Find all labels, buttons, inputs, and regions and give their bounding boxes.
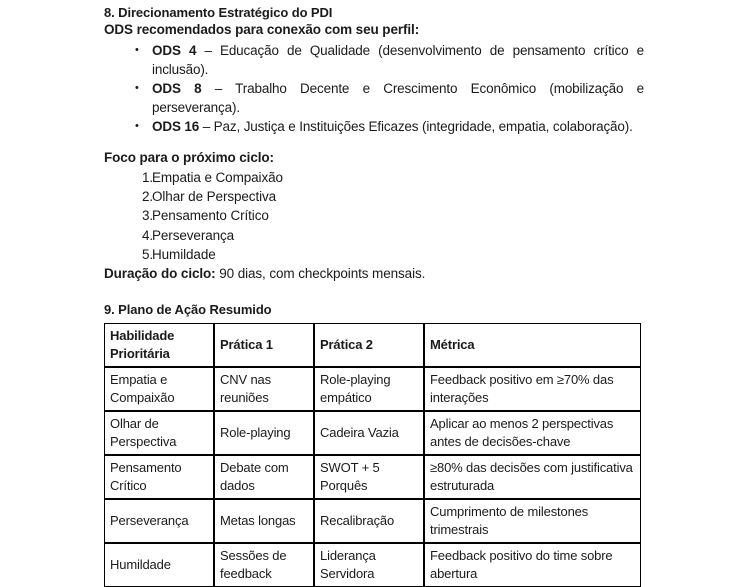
cell-metrica: Feedback positivo do time sobre abertura [424,543,641,587]
cell-metrica: Aplicar ao menos 2 perspectivas antes de decisões-chave [424,411,641,455]
cell-metrica: Cumprimento de milestones trimestrais [424,499,641,543]
table-row [104,455,641,499]
column-header-pratica-2: Prática 2 [314,323,424,367]
section-8-subheading: ODS recomendados para conexão com seu perfil: [104,22,420,37]
cell-habilidade: Pensamento Crítico [104,455,214,499]
bullet-icon: • [135,82,139,94]
table-row [104,499,641,543]
list-item [104,79,644,117]
section-8-heading: 8. Direcionamento Estratégico do PDI [104,5,333,20]
list-item [104,245,644,264]
table-row [104,367,641,411]
cell-pratica-2: Cadeira Vazia [314,411,424,455]
list-item [104,226,644,245]
cell-pratica-2: Recalibração [314,499,424,543]
cell-pratica-2: Role-playing empático [314,367,424,411]
list-item-label: Olhar de Perspectiva [152,189,277,205]
bullet-icon: • [135,120,139,132]
cycle-duration [104,264,644,283]
cycle-duration-value: 90 dias, com checkpoints mensais. [215,266,426,282]
cell-pratica-1: Role-playing [214,411,314,455]
table-row [104,543,641,587]
list-item [104,41,644,79]
list-number: 3. [141,208,153,224]
cell-pratica-1: Debate com dados [214,455,314,499]
list-number: 4. [141,227,153,243]
focus-title: Foco para o próximo ciclo: [104,150,274,165]
ods-text: – Paz, Justiça e Instituições Eficazes (integridade, empatia, colaboração). [199,119,633,134]
action-plan-table [104,323,641,587]
document-page [104,4,644,587]
list-item-label: Humildade [152,246,216,262]
column-header-habilidade: Habilidade Prioritária [104,323,214,367]
cell-habilidade: Empatia e Compaixão [104,367,214,411]
cycle-duration-label: Duração do ciclo: [104,266,216,282]
table-header-row [104,323,641,367]
ods-label: ODS 4 [152,43,197,58]
list-item-label: Pensamento Crítico [152,208,269,224]
list-number: 1. [141,170,153,185]
column-header-pratica-1: Prática 1 [214,323,314,367]
list-item-label: Perseverança [152,227,235,243]
section-9-heading: 9. Plano de Ação Resumido [104,302,272,318]
table-row [104,411,641,455]
list-number: 5. [141,246,153,262]
cell-pratica-1: Sessões de feedback [214,543,314,587]
cell-pratica-2: Liderança Servidora [314,543,424,587]
cell-metrica: ≥80% das decisões com justificativa estruturada [424,455,641,499]
list-item [104,168,644,187]
column-header-metrica: Métrica [424,323,641,367]
cell-pratica-1: Metas longas [214,499,314,543]
list-item [104,206,644,225]
cell-pratica-2: SWOT + 5 Porquês [314,455,424,499]
ods-label: ODS 8 [152,81,202,96]
ods-text: – Trabalho Decente e Crescimento Econômico (mobilização e perseverança). [152,81,645,115]
list-item [104,117,644,136]
ods-list [104,41,644,136]
cell-pratica-1: CNV nas reuniões [214,367,314,411]
list-item-label: Empatia e Compaixão [152,170,283,185]
list-item [104,187,644,206]
bullet-icon: • [135,44,139,56]
list-number: 2. [141,189,153,205]
cell-habilidade: Perseverança [104,499,214,543]
cell-habilidade: Olhar de Perspectiva [104,411,214,455]
focus-list [104,168,644,264]
cell-habilidade: Humildade [104,543,214,587]
ods-text: – Educação de Qualidade (desenvolvimento de pensamento crítico e inclusão). [152,43,644,77]
cell-metrica: Feedback positivo em ≥70% das interações [424,367,641,411]
ods-label: ODS 16 [152,119,200,134]
